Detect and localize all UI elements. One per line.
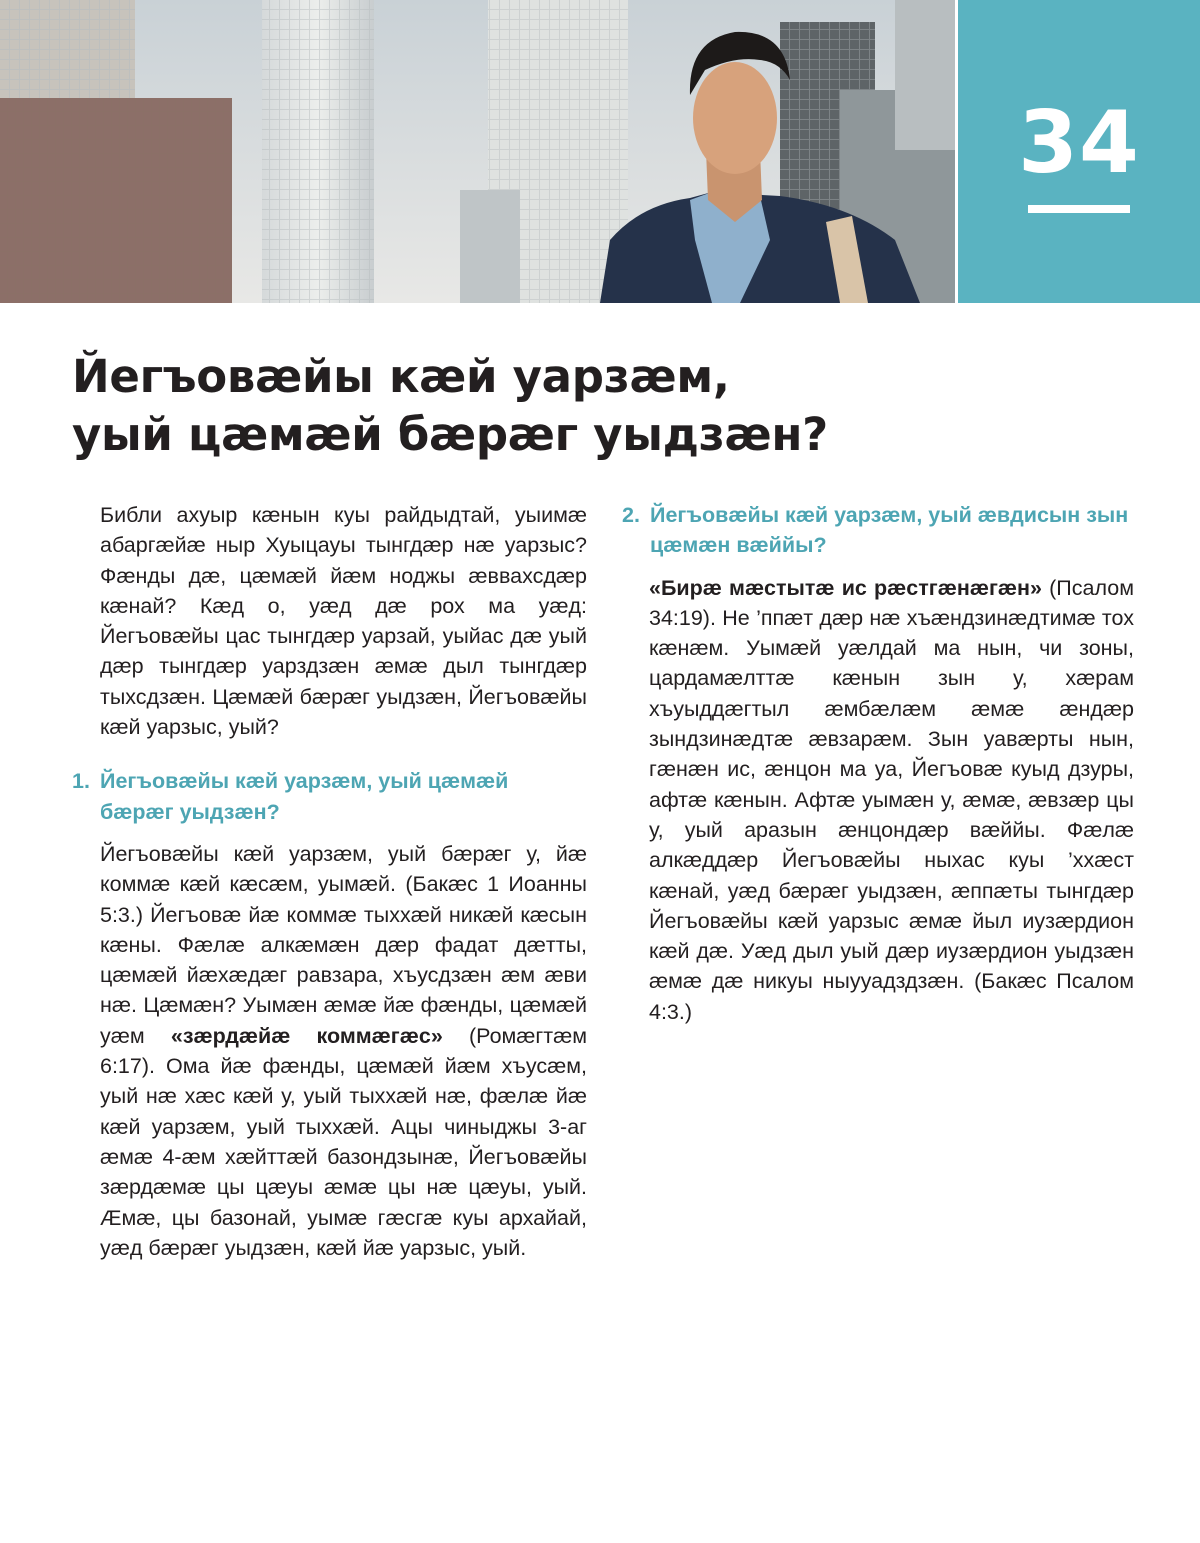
section-1-quote: «зæрдæйæ коммæгæс» xyxy=(170,1023,443,1048)
lesson-number-panel xyxy=(958,0,1200,303)
section-2-question: Йегъовæйы кæй уарзæм, уый æвдисын зын цæмæн вæййы? xyxy=(650,503,1129,558)
section-2-quote: «Бирæ мæстытæ ис рæстгæнæгæн» xyxy=(649,575,1042,600)
section-1-text-after: (Ромæгтæм 6:17). Ома йæ фæнды, цæмæй йæм хъусæм, уый нæ хæс кæй у, уый тыххæй нæ, фæлæ йæ кæй уарзæм, уый тыххæй. Ацы чиныджы 3-аг æмæ 4-æм хæйттæй базондзынæ, Йегъовæйы зæрдæмæ цы цæуы æмæ цы нæ цæуы, уый. Æмæ, цы базонай, уымæ гæсгæ куы архайай, уæд бæрæг уыдзæн, кæй йæ уарзыс, уый. xyxy=(100,1023,588,1260)
page-title xyxy=(72,348,1132,464)
number-underline xyxy=(1028,205,1130,213)
title-line-2: уый цæмæй бæрæг уыдзæн? xyxy=(72,408,828,461)
left-column xyxy=(72,500,587,1263)
section-1-heading xyxy=(72,766,587,827)
section-1-question: Йегъовæйы кæй уарзæм, уый цæмæй бæрæг уыдзæн? xyxy=(100,769,509,824)
city-man-photo xyxy=(0,0,955,303)
section-1-paragraph xyxy=(72,839,587,1263)
section-1-text-before: Йегъовæйы кæй уарзæм, уый бæрæг у, йæ коммæ кæй кæсæм, уымæй. (Бакæс 1 Иоанны 5:3.) Йегъовæ йæ коммæ тыххæй никæй кæсын кæны. Фæлæ алкæмæн дæр фадат дæтты, цæмæй йæхæдæг равзара, хъусдзæн æм æви нæ. Цæмæн? Уымæн æмæ йæ фæнды, цæмæй уæм xyxy=(100,841,587,1048)
section-1-number: 1. xyxy=(72,769,90,794)
lesson-number: 34 xyxy=(1018,93,1140,193)
title-line-1: Йегъовæйы кæй уарзæм, xyxy=(72,350,730,403)
right-column xyxy=(622,500,1134,1027)
header-photo xyxy=(0,0,955,303)
section-2-number: 2. xyxy=(622,503,640,527)
section-2-text-after: (Псалом 34:19). Не ’ппæт дæр нæ хъæндзинæдтимæ тох кæнæм. Уымæй уæлдай ма нын, чи зоны, цардамæлттæ кæнын зын у, хæрам хъуыддæгтыл æмбæлæм æмæ æндæр зындзинæдтæ æвзарæм. Зын уавæрты нын, гæнæн ис, æнцон ма уа, Йегъовæ куыд дзуры, афтæ кæнын. Афтæ уымæн у, æмæ, æвзæр цы у, уый аразын æнцондæр вæййы. Фæлæ алкæддæр Йегъовæйы ныхас куы ’ххæст кæнай, уæд бæрæг уыдзæн, æппæты тынгдæр Йегъовæйы кæй уарзыс æмæ йыл иузæрдион кæй дæ. Уæд дыл уый дæр иузæрдион уыдзæн æмæ дæ никуы ныууадздзæн. (Бакæс Псалом 4:3.) xyxy=(649,575,1134,1024)
section-2-heading xyxy=(622,500,1134,561)
section-2-paragraph xyxy=(622,573,1134,1027)
intro-paragraph: Библи ахуыр кæнын куы райдыдтай, уыимæ абаргæйæ ныр Хуыцауы тынгдæр нæ уарзыс? Фæнды дæ, цæмæй йæм ноджы æввахсдæр кæнай? Кæд о, уæд дæ рох ма уæд: Йегъовæйы цас тынгдæр уарзай, уыйас дæ уый дæр тынгдæр уарздзæн æмæ дыл тынгдæр тыхсдзæн. Цæмæй бæрæг уыдзæн, Йегъовæйы кæй уарзыс, уый? xyxy=(100,503,587,740)
